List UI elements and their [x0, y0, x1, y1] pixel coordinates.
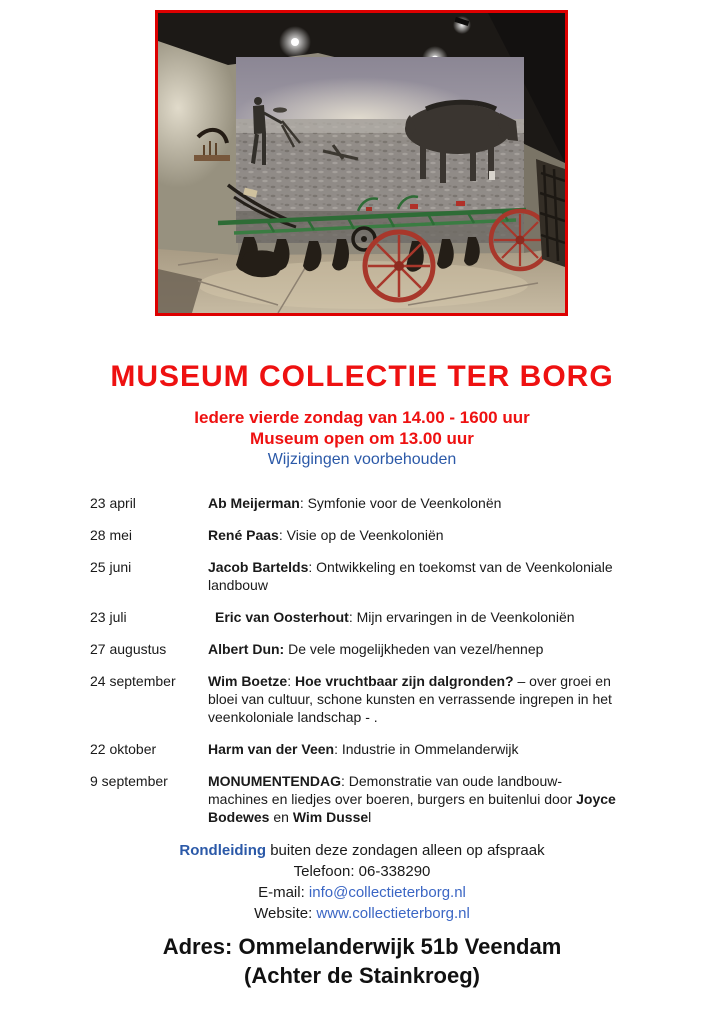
website-label: Website:: [254, 905, 317, 922]
schedule-description: [208, 740, 620, 758]
schedule-row: [90, 526, 724, 544]
schedule-text-segment: : Demonstratie van oude landbouw-machines en liedjes over boeren, burgers en buitenlui door: [208, 773, 577, 807]
address-block: [0, 932, 724, 990]
schedule-row: [90, 740, 724, 758]
schedule-text-segment: MONUMENTENDAG: [208, 773, 341, 789]
subtitle-disclaimer: Wijzigingen voorbehouden: [267, 451, 457, 468]
schedule-date: 25 juni: [90, 559, 132, 575]
contact-block: [0, 840, 724, 924]
schedule-date: 28 mei: [90, 527, 133, 543]
schedule-description: [208, 772, 620, 826]
schedule-description: [208, 558, 620, 594]
email-label: E-mail:: [258, 884, 309, 901]
schedule-row: [90, 608, 724, 626]
schedule-date: 23 juli: [90, 609, 127, 625]
schedule-text-segment: De vele mogelijkheden van vezel/hennep: [284, 641, 544, 657]
schedule-text-segment: – over groei en bloei van cultuur, schone kunsten en verrassende ingrepen in het veenkoloniale landschap - .: [208, 673, 612, 725]
schedule-text-segment: : Ontwikkeling en toekomst van de Veenkoloniale landbouw: [208, 559, 613, 593]
telefoon-line: Telefoon: 06-338290: [293, 863, 431, 880]
schedule-date: 9 september: [90, 773, 168, 789]
rondleiding-text: buiten deze zondagen alleen op afspraak: [266, 842, 545, 859]
schedule-text-segment: Wim Boetze: [208, 673, 288, 689]
address-line-2: (Achter de Stainkroeg): [244, 963, 480, 988]
schedule-text-segment: Harm van der Veen: [208, 741, 335, 757]
schedule-description: [208, 608, 627, 626]
schedule-list: [90, 494, 724, 826]
museum-exhibit-photo-illustration: [158, 13, 565, 313]
schedule-description: [208, 672, 620, 726]
flyer-page: [0, 10, 724, 1034]
schedule-description: [208, 640, 620, 658]
rondleiding-label: Rondleiding: [179, 842, 267, 859]
schedule-text-segment: Ab Meijerman: [208, 495, 300, 511]
schedule-text-segment: :: [287, 673, 295, 689]
website-link[interactable]: www.collectieterborg.nl: [316, 905, 470, 922]
schedule-text-segment: René Paas: [208, 527, 279, 543]
schedule-row: [90, 640, 724, 658]
schedule-date: 24 september: [90, 673, 176, 689]
museum-photo: [155, 10, 568, 316]
schedule-text-segment: : Industrie in Ommelanderwijk: [334, 741, 519, 757]
email-line: [0, 882, 724, 903]
email-link[interactable]: info@collectieterborg.nl: [308, 884, 466, 901]
website-line: [0, 903, 724, 924]
schedule-text-segment: : Mijn ervaringen in de Veenkoloniën: [348, 609, 575, 625]
schedule-text-segment: Albert Dun:: [208, 641, 285, 657]
schedule-text-segment: Jacob Bartelds: [208, 559, 309, 575]
schedule-description: [208, 494, 620, 512]
subtitle-open-hour: Museum open om 13.00 uur: [250, 429, 474, 448]
schedule-text-segment: Wim Dusse: [292, 809, 369, 825]
schedule-text-segment: l: [368, 809, 372, 825]
schedule-text-segment: Joyce Bodewes: [208, 791, 616, 825]
schedule-text-segment: Eric van Oosterhout: [215, 609, 349, 625]
schedule-text-segment: : Symfonie voor de Veenkolonën: [299, 495, 502, 511]
page-title: MUSEUM COLLECTIE TER BORG: [110, 360, 614, 393]
schedule-text-segment: en: [269, 809, 293, 825]
subtitle-opening-times: Iedere vierde zondag van 14.00 - 1600 uur: [194, 408, 530, 427]
schedule-row: [90, 558, 724, 594]
rondleiding-line: [0, 840, 724, 861]
schedule-text-segment: : Visie op de Veenkoloniën: [278, 527, 444, 543]
schedule-date: 23 april: [90, 495, 136, 511]
schedule-date: 27 augustus: [90, 641, 167, 657]
address-line-1: Adres: Ommelanderwijk 51b Veendam: [162, 934, 562, 959]
schedule-date: 22 oktober: [90, 741, 157, 757]
schedule-row: [90, 772, 724, 826]
schedule-description: [208, 526, 620, 544]
schedule-row: [90, 672, 724, 726]
schedule-row: [90, 494, 724, 512]
schedule-text-segment: Hoe vruchtbaar zijn dalgronden?: [295, 673, 514, 689]
